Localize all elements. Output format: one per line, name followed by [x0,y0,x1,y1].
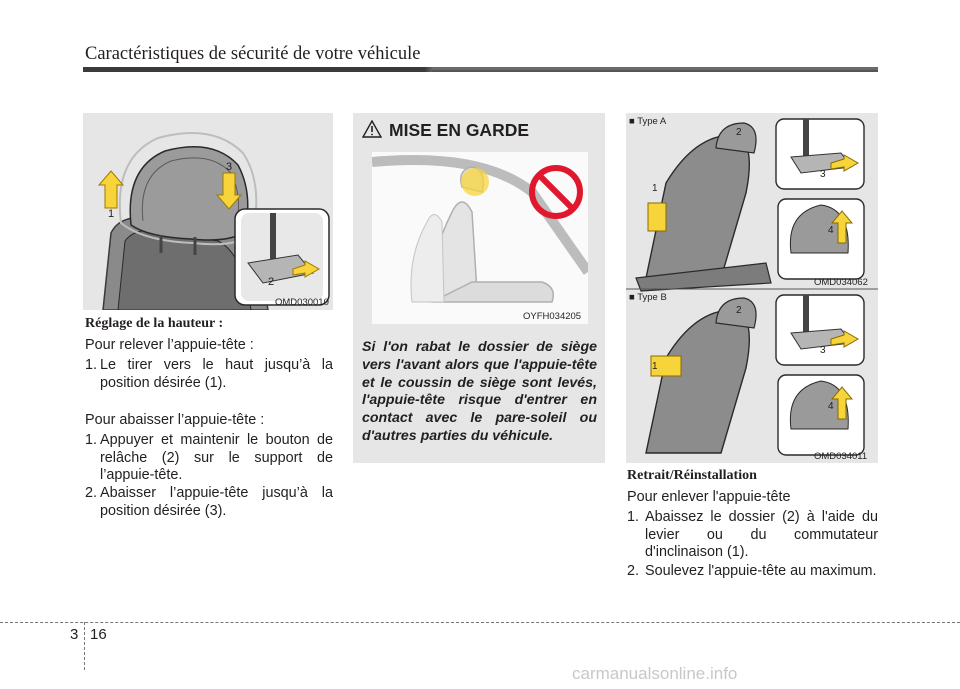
type-b-callout-3: 3 [820,345,826,356]
warning-text: Si l'on rabat le dossier de siège vers l'avant alors que l'appuie-tête et le coussin de siège sont levés, l'appuie-tête risque d'entrer en contact avec le pare-soleil ou d'autres parties du véhicule. [362,339,597,444]
type-a-callout-1: 1 [652,183,658,194]
removal-intro: Pour enlever l'appuie-tête [627,489,791,505]
removal-step-1-text: Abaissez le dossier (2) à l'aide du levier ou du commutateur d'inclinaison (1). [645,509,878,560]
type-b-callout-4: 4 [828,401,834,412]
removal-title: Retrait/Réinstallation [627,468,757,483]
callout-2: 2 [268,276,275,288]
callout-3: 3 [226,161,233,173]
type-b-callout-2: 2 [736,305,742,316]
chapter-number: 3 [70,626,79,643]
callout-1: 1 [108,208,115,220]
type-b-callout-1: 1 [652,361,658,372]
warning-figure [372,152,588,324]
type-a-callout-3: 3 [820,169,826,180]
footer-vertical-divider [84,622,85,670]
headrest-height-illustration [83,113,333,310]
page-title: Caractéristiques de sécurité de votre véhicule [85,44,421,64]
headrest-height-figure [83,113,333,310]
figure-code-type-b: OMD034011 [814,451,868,462]
type-b-label: ■ Type B [629,292,667,303]
removal-step-1-num: 1. [627,509,640,525]
title-bar-thin [432,70,878,72]
lower-step-2-num: 2. [85,485,98,501]
type-a-callout-4: 4 [828,225,834,236]
lower-step-2-text: Abaisser l’appuie-tête jusqu’à la position désirée (3). [100,485,333,519]
lower-step-1-num: 1. [85,432,98,448]
warning-illustration [372,152,588,324]
removal-step-2-text: Soulevez l'appuie-tête au maximum. [645,563,877,579]
lower-intro: Pour abaisser l’appuie-tête : [85,412,265,428]
lower-step-2 [85,485,333,520]
height-adjust-title: Réglage de la hauteur : [85,316,224,331]
raise-step-1-text: Le tirer vers le haut jusqu’à la position désirée (1). [100,357,333,391]
figure-code-type-a: OMD034062 [814,277,868,288]
watermark: carmanualsonline.info [572,664,738,683]
footer-divider [0,622,960,623]
figure-code-1: OMD030010 [275,297,329,308]
type-a-callout-2: 2 [736,127,742,138]
page-number: 16 [90,626,107,643]
raise-intro: Pour relever l’appuie-tête : [85,337,254,353]
removal-step-2 [627,563,878,581]
headrest-removal-illustration [626,113,878,463]
removal-step-1 [627,509,878,562]
lower-step-1 [85,432,333,485]
removal-step-2-num: 2. [627,563,640,579]
headrest-removal-figure [626,113,878,463]
type-a-label: ■ Type A [629,116,667,127]
warning-triangle-icon [362,120,382,138]
figure-code-warning: OYFH034205 [523,311,582,322]
raise-step-1-num: 1. [85,357,98,373]
lower-step-1-text: Appuyer et maintenir le bouton de relâche (2) sur le support de l’appuie-tête. [100,432,333,483]
raise-step-1 [85,357,333,392]
warning-title: MISE EN GARDE [389,120,530,140]
